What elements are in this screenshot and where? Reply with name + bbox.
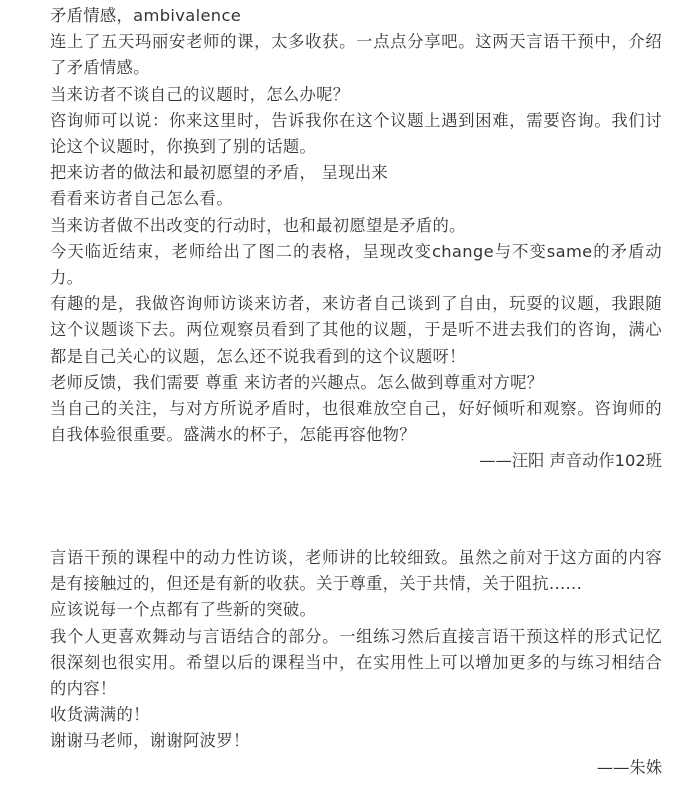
reflection-section-wang-yang bbox=[50, 3, 662, 475]
paragraph: 今天临近结束，老师给出了图二的表格，呈现改变change与不变same的矛盾动力。 bbox=[50, 241, 662, 288]
paragraph: 看看来访者自己怎么看。 bbox=[50, 189, 233, 209]
paragraph: 老师反馈，我们需要 尊重 来访者的兴趣点。怎么做到尊重对方呢？ bbox=[50, 372, 544, 392]
paragraph: 把来访者的做法和最初愿望的矛盾， 呈现出来 bbox=[50, 163, 389, 183]
paragraph: 当来访者做不出改变的行动时，也和最初愿望是矛盾的。 bbox=[50, 215, 466, 235]
paragraph: 咨询师可以说：你来这里时，告诉我你在这个议题上遇到困难，需要咨询。我们讨论这个议题时，你换到了别的话题。 bbox=[50, 110, 662, 157]
paragraph: 有趣的是，我做咨询师访谈来访者，来访者自己谈到了自由，玩耍的议题，我跟随这个议题谈下去。两位观察员看到了其他的议题，于是听不进去我们的咨询，满心都是自己关心的议题，怎么还不说我看到的这个议题呀！ bbox=[50, 294, 662, 366]
author-signature: ——朱姝 bbox=[596, 757, 662, 777]
paragraph: 谢谢马老师，谢谢阿波罗！ bbox=[50, 731, 250, 751]
author-signature: ——汪阳 声音动作102班 bbox=[479, 451, 662, 471]
paragraph: 我个人更喜欢舞动与言语结合的部分。一组练习然后直接言语干预这样的形式记忆很深刻也很实用。希望以后的课程当中，在实用性上可以增加更多的与练习相结合的内容！ bbox=[50, 626, 662, 699]
paragraph: 言语干预的课程中的动力性访谈，老师讲的比较细致。虽然之前对于这方面的内容是有接触过的，但还是有新的收获。关于尊重，关于共情，关于阻抗...... bbox=[50, 548, 662, 594]
section-title: 矛盾情感，ambivalence bbox=[50, 6, 242, 25]
paragraph: 当来访者不谈自己的议题时，怎么办呢？ bbox=[50, 84, 350, 104]
paragraph: 当自己的关注，与对方所说矛盾时，也很难放空自己，好好倾听和观察。咨询师的自我体验很重要。盛满水的杯子，怎能再容他物？ bbox=[50, 399, 662, 445]
paragraph: 连上了五天玛丽安老师的课，太多收获。一点点分享吧。这两天言语干预中，介绍了矛盾情感。 bbox=[50, 32, 662, 78]
paragraph: 收货满满的！ bbox=[50, 705, 150, 725]
paragraph: 应该说每一个点都有了些新的突破。 bbox=[50, 600, 317, 620]
reflection-section-zhu-shu bbox=[50, 545, 662, 781]
